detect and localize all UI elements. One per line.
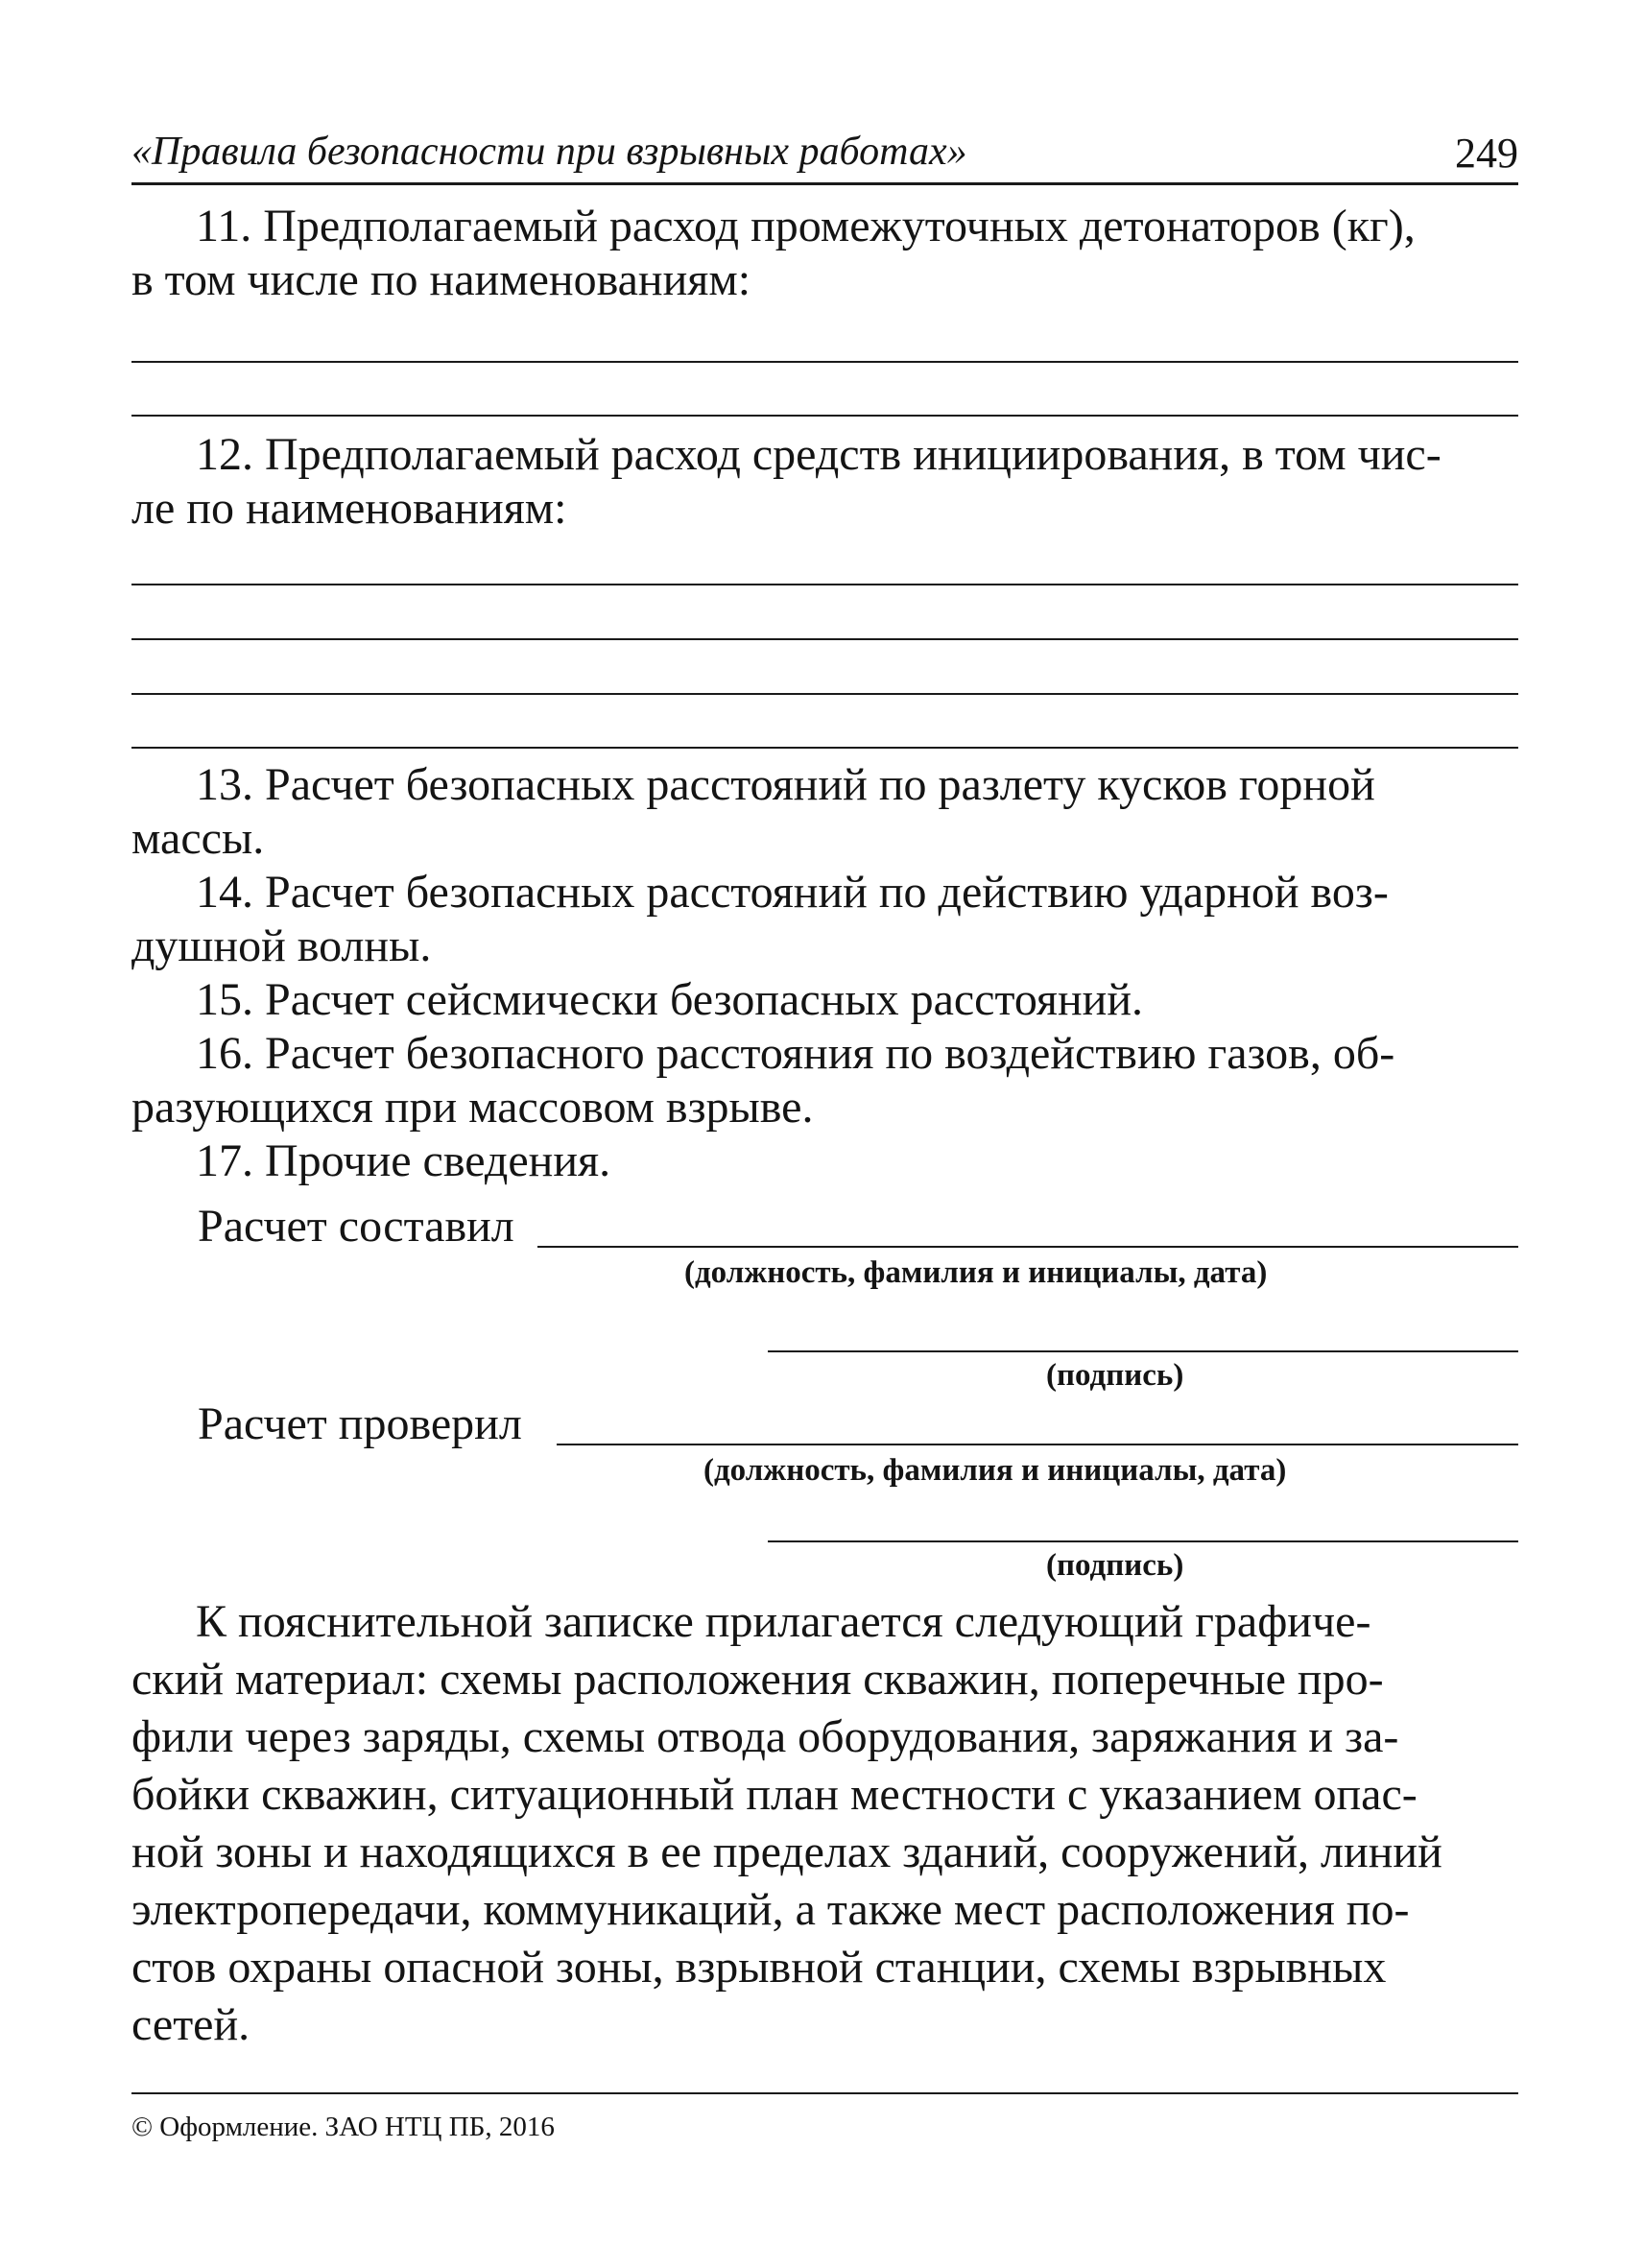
item-11-line-2: в том числе по наименованиям:	[131, 254, 751, 305]
attachment-line: бойки скважин, ситуационный план местности с указанием опас-	[131, 1769, 1418, 1820]
position-caption: (должность, фамилия и инициалы, дата)	[684, 1255, 1268, 1290]
item-16-line-2: разующихся при массовом взрыве.	[131, 1082, 814, 1133]
attachment-line: ной зоны и находящихся в ее пределах зданий, сооружений, линий	[131, 1826, 1442, 1877]
attachment-paragraph	[131, 1593, 1518, 2054]
fill-line	[131, 415, 1518, 417]
compiled-by-line	[537, 1246, 1518, 1248]
signature-caption: (подпись)	[1046, 1358, 1184, 1393]
item-12	[131, 428, 1518, 536]
item-14-line-2: душной волны.	[131, 920, 432, 971]
item-16-line-1: 16. Расчет безопасного расстояния по воздействию газов, об-	[196, 1028, 1395, 1079]
attachment-line: ский материал: схемы расположения скважин, поперечные про-	[131, 1654, 1384, 1705]
checked-by-label: Расчет проверил	[198, 1398, 522, 1449]
item-15-line-1: 15. Расчет сейсмически безопасных расстояний.	[196, 974, 1144, 1025]
fill-line	[131, 693, 1518, 695]
signature-caption: (подпись)	[1046, 1548, 1184, 1583]
footer-rule	[131, 2092, 1518, 2094]
fill-line	[131, 584, 1518, 585]
items-13-17	[131, 758, 1518, 1188]
footer-copyright: © Оформление. ЗАО НТЦ ПБ, 2016	[131, 2112, 555, 2142]
attachment-line: сетей.	[131, 1999, 250, 2050]
item-11	[131, 200, 1518, 307]
header-title: «Правила безопасности при взрывных работах»	[131, 130, 967, 174]
attachment-line: фили через заряды, схемы отвода оборудования, заряжания и за-	[131, 1711, 1399, 1762]
attachment-line: К пояснительной записке прилагается следующий графиче-	[196, 1596, 1371, 1647]
attachment-line: электропередачи, коммуникаций, а также мест расположения по-	[131, 1884, 1410, 1935]
item-12-line-2: ле по наименованиям:	[131, 483, 567, 534]
item-12-line-1: 12. Предполагаемый расход средств инициирования, в том чис-	[196, 429, 1441, 480]
attachment-line: стов охраны опасной зоны, взрывной станции, схемы взрывных	[131, 1942, 1387, 1993]
signature-line	[768, 1350, 1518, 1352]
compiled-by-label: Расчет составил	[198, 1201, 514, 1252]
position-caption: (должность, фамилия и инициалы, дата)	[703, 1453, 1287, 1488]
item-17-line-1: 17. Прочие сведения.	[196, 1135, 611, 1186]
checked-by-line	[557, 1444, 1518, 1445]
item-14-line-1: 14. Расчет безопасных расстояний по действию ударной воз-	[196, 867, 1389, 918]
signature-line	[768, 1540, 1518, 1542]
running-header	[131, 123, 1518, 185]
item-13-line-1: 13. Расчет безопасных расстояний по разлету кусков горной	[196, 759, 1375, 810]
page-number: 249	[1455, 130, 1518, 177]
item-11-line-1: 11. Предполагаемый расход промежуточных детонаторов (кг),	[196, 201, 1416, 251]
fill-line	[131, 361, 1518, 363]
fill-line	[131, 638, 1518, 640]
item-13-line-2: массы.	[131, 813, 265, 864]
fill-line	[131, 747, 1518, 749]
